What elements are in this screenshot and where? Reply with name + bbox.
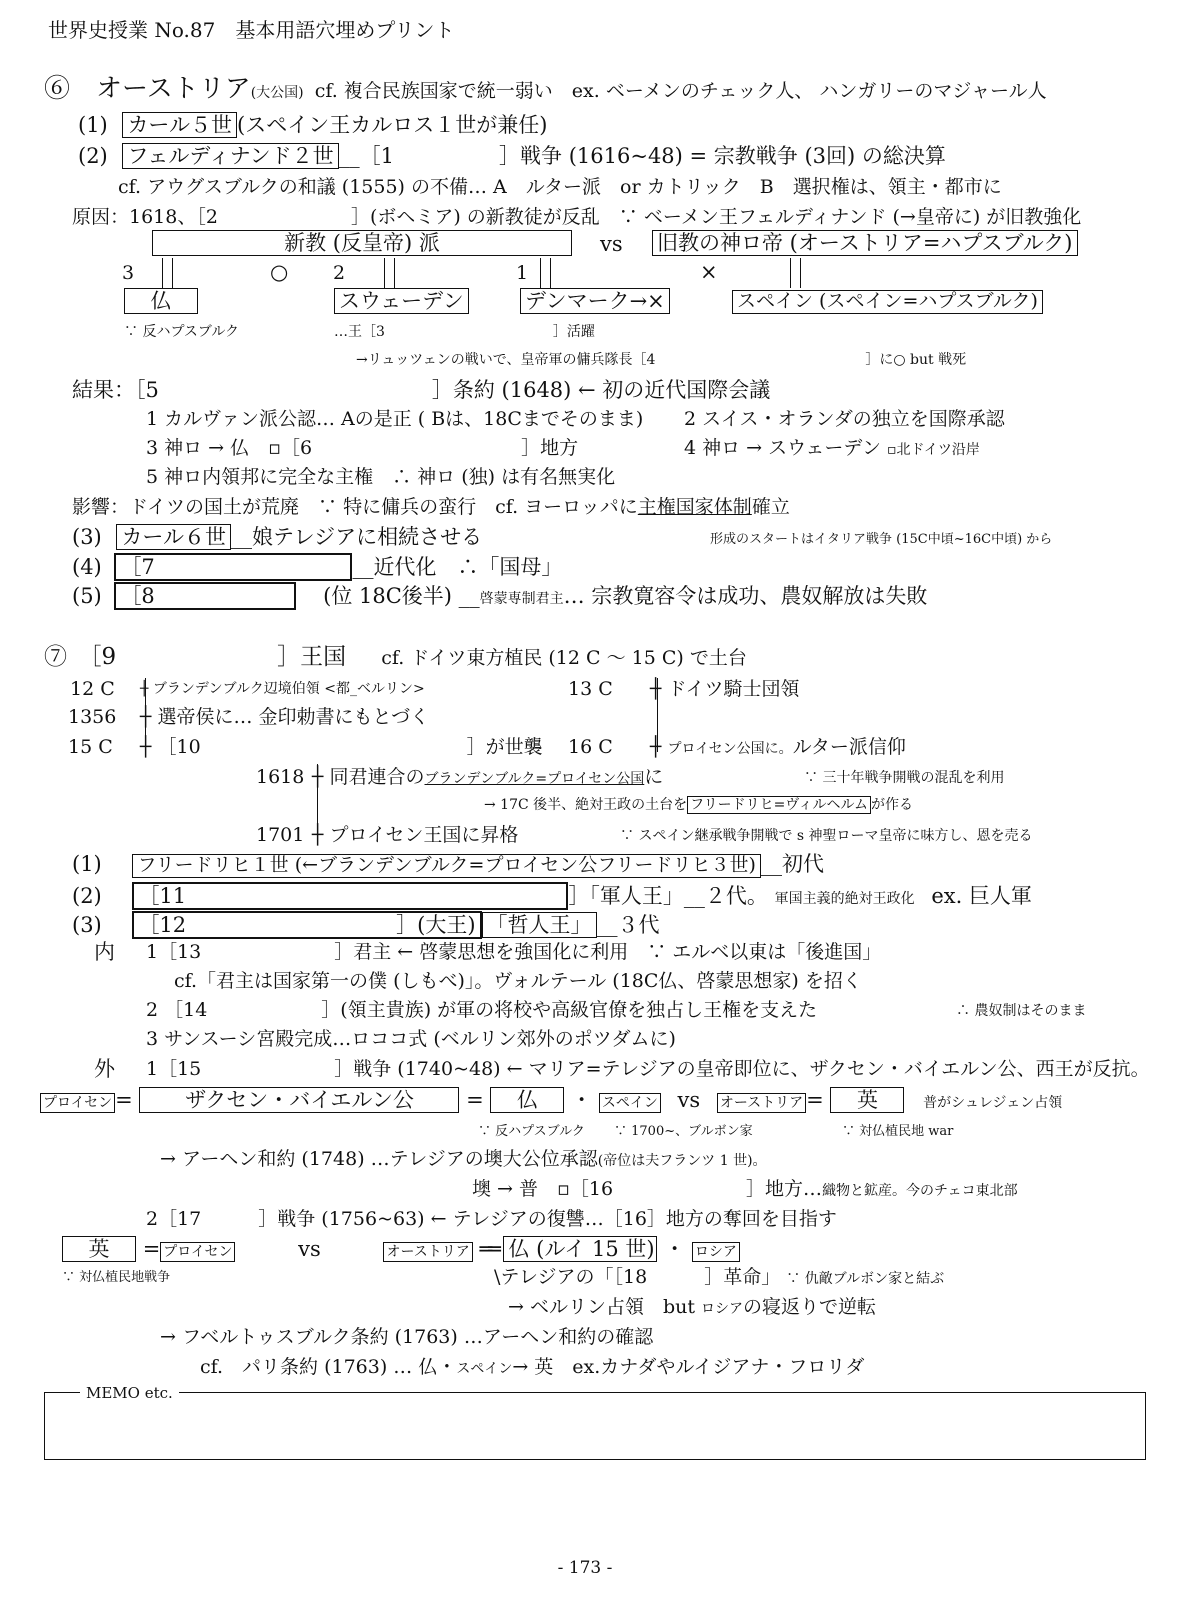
spain-box: スペイン (スペイン=ハプスブルク) bbox=[732, 290, 1043, 314]
item-no: (2) bbox=[78, 144, 108, 168]
cause-line: 原因：1618、［2 ］(ボヘミア) の新教徒が反乱 ∵ ベーメン王フェルディナンド (→皇帝に) が旧教強化 bbox=[72, 206, 1082, 228]
berlin-line: → ベルリン占領 but ロシアの寝返りで逆転 bbox=[508, 1296, 877, 1318]
timeline-event: ┼ ブランデンブルク辺境伯領 <都_ベルリン> bbox=[140, 681, 425, 697]
s7-item2: (2) ［11 ］「軍人王」__２代。 軍国主義的絶対王政化 ex. 巨人軍 bbox=[72, 882, 1032, 910]
section7-cf: cf. ドイツ東方植民 (12 C ～ 15 C) で土台 bbox=[381, 647, 747, 669]
prussia-box: プロイセン bbox=[40, 1093, 115, 1113]
denmark-box: デンマーク→× bbox=[520, 288, 670, 314]
sovereign-state-system: 主権国家体制 bbox=[637, 496, 752, 518]
britain-box: 英 bbox=[830, 1087, 904, 1113]
alliance-note: ∵ 1700~、ブルボン家 bbox=[614, 1124, 753, 1139]
timeline-event: ┼ 選帝侯に… 金印勅書にもとづく bbox=[140, 706, 430, 728]
connector bbox=[172, 258, 173, 288]
timeline-event: ┼ プロイセン公国に。ルター派信仰 bbox=[650, 736, 906, 758]
timeline-note: → 17C 後半、絶対王政の土台を フリードリヒ=ヴィルヘルム が作る bbox=[484, 797, 913, 813]
domestic-label: 内 bbox=[94, 940, 115, 964]
frederick1-box: フリードリヒ１世 (←ブランデンブルク=プロイセン公フリードリヒ３世) bbox=[132, 854, 761, 878]
vs-label: vs bbox=[600, 232, 623, 256]
section6-title: ⑥ オーストリア bbox=[44, 74, 251, 104]
catholic-box: 旧教の神ロ帝 (オーストリア=ハプスブルク) bbox=[652, 230, 1078, 256]
silesia-occupation-note: 普がシュレジェン占領 bbox=[923, 1095, 1063, 1111]
connector bbox=[550, 258, 551, 288]
enlightened-despot-note: 啓蒙専制君主 bbox=[479, 591, 564, 607]
connector bbox=[790, 258, 791, 288]
result-1: 1 カルヴァン派公認… Aの是正 ( Bは、18Cまでそのまま) bbox=[146, 408, 644, 430]
alliance-note: ∵ 対仏植民地 war bbox=[842, 1124, 954, 1139]
philosopher-king: 「哲人王」 bbox=[482, 912, 597, 938]
aachen-line: → アーヘン和約 (1748) …テレジアの墺大公位承認(帝位は夫フランツ 1 世)。 bbox=[160, 1148, 767, 1170]
foreign-1: 1［15 ］戦争 (1740~48) ← マリア=テレジアの皇帝即位に、ザクセン・バイエルン公、西王が反抗。 bbox=[146, 1058, 1150, 1080]
ferdinand2-box: フェルディナンド２世 bbox=[122, 143, 338, 169]
protestant-box: 新教 (反皇帝) 派 bbox=[152, 230, 572, 256]
blank-7-box: ［7 bbox=[114, 553, 352, 581]
section7-title-row bbox=[44, 644, 747, 672]
section6-title-note: (大公国) bbox=[250, 85, 304, 101]
britain-box: 英 bbox=[62, 1236, 136, 1262]
blank-12-box: ［12 ］(大王) bbox=[132, 911, 481, 939]
timeline-event: ┼ 同君連合のブランデンブルク=プロイセン公国に bbox=[312, 766, 664, 788]
charles5-box: カール５世 bbox=[122, 112, 237, 138]
hubertusburg-line: → フベルトゥスブルク条約 (1763) …アーヘン和約の確認 bbox=[160, 1326, 654, 1348]
domestic-2: 2 ［14 ］(領主貴族) が軍の将校や高級官僚を独占し王権を支えた bbox=[146, 999, 818, 1021]
result-4-note: ▫北ドイツ沿岸 bbox=[887, 442, 980, 458]
timeline-event: ┼ ［10 ］が世襲 bbox=[140, 736, 543, 758]
domestic-1-cf: cf.「君主は国家第一の僕 (しもべ)」。ヴォルテール (18C仏、啓蒙思想家) を招く bbox=[174, 970, 862, 992]
austria-box: オーストリア bbox=[717, 1093, 806, 1113]
item-no: (1) bbox=[78, 113, 108, 137]
timeline-year: 13 C bbox=[568, 678, 613, 700]
alliance-num-2: 2 bbox=[333, 262, 346, 284]
timeline-year: 12 C bbox=[70, 678, 115, 700]
s6-item5: (5) ［8 (位 18C後半) __啓蒙専制君主… 宗教寛容令は成功、農奴解放は失敗 bbox=[72, 582, 927, 610]
fw-box: フリードリヒ=ヴィルヘルム bbox=[687, 796, 871, 814]
foreign-2: 2［17 ］戦争 (1756~63) ← テレジアの復讐…［16］地方の奪回を目指す bbox=[146, 1208, 837, 1230]
result-3: 3 神ロ → 仏 ▫［6 ］地方 bbox=[146, 437, 579, 459]
austria-box: オーストリア bbox=[383, 1242, 472, 1262]
item-text: __［1 ］戦争 (1616~48) = 宗教戦争 (3回) の総決算 bbox=[338, 144, 946, 168]
domestic-2-note: ∴ 農奴制はそのまま bbox=[956, 1003, 1087, 1019]
saxony-bavaria-box: ザクセン・バイエルン公 bbox=[139, 1087, 459, 1113]
page-header: 世界史授業 No.87 基本用語穴埋めプリント bbox=[48, 18, 455, 42]
france-box: 仏 bbox=[490, 1087, 564, 1113]
war-alliance-row: プロイセン = ザクセン・バイエルン公 = 仏 ・ スペイン vs オーストリア = 英 普がシュレジェン占領 bbox=[40, 1087, 1062, 1113]
circle-mark: ○ bbox=[270, 260, 289, 284]
s6-item3: (3) カール６世 __娘テレジアに相続させる bbox=[72, 525, 483, 549]
connector bbox=[394, 258, 395, 288]
connector bbox=[384, 258, 385, 288]
timeline-year: 1701 bbox=[256, 824, 305, 846]
sweden-box: スウェーデン bbox=[334, 288, 469, 314]
timeline-year: 16 C bbox=[568, 736, 613, 758]
diplomatic-revolution: \テレジアの「［18 ］革命」 ∵ 仇敵ブルボン家と結ぶ bbox=[494, 1266, 945, 1288]
france-louis15-box: 仏 (ルイ 15 世) bbox=[503, 1236, 657, 1262]
s7-item3: (3) ［12 ］(大王) 「哲人王」 __３代 bbox=[72, 911, 660, 939]
silesia-line: 墺 → 普 ▫［16 ］地方…織物と鉱産。今のチェコ東北部 bbox=[472, 1178, 1018, 1200]
aachen-note: (帝位は夫フランツ 1 世)。 bbox=[597, 1153, 767, 1169]
timeline-event: ┼ ドイツ騎士団領 bbox=[650, 678, 800, 700]
connector bbox=[540, 258, 541, 288]
lutzen-note: →リュッツェンの戦いで、皇帝軍の傭兵隊長［4 ］に○ but 戦死 bbox=[356, 352, 967, 368]
domestic-3: 3 サンスーシ宮殿完成…ロココ式 (ベルリン郊外のポツダムに) bbox=[146, 1028, 676, 1050]
timeline-event: ┼ プロイセン王国に昇格 bbox=[312, 824, 519, 846]
russia-box: ロシア bbox=[692, 1242, 740, 1262]
paris-line: cf. パリ条約 (1763) … 仏・スペイン→ 英 ex.カナダやルイジアナ・フロリダ bbox=[200, 1356, 865, 1378]
france-box: 仏 bbox=[124, 288, 198, 314]
result-line: 結果：［5 ］条約 (1648) ← 初の近代国際会議 bbox=[72, 378, 771, 402]
alliance-num-1: 1 bbox=[516, 262, 529, 284]
blank-8-box: ［8 bbox=[114, 582, 296, 610]
cross-mark: × bbox=[700, 260, 718, 284]
alliance-note: ∵ 反ハプスブルク bbox=[478, 1124, 585, 1139]
result-4: 4 神ロ → スウェーデン ▫北ドイツ沿岸 bbox=[684, 437, 980, 459]
page-number: - 173 - bbox=[557, 1558, 613, 1578]
blank-11-box: ［11 bbox=[132, 882, 568, 910]
s6-item4: (4) ［7 __近代化 ∴「国母」 bbox=[72, 553, 562, 581]
s6-item1 bbox=[78, 112, 547, 138]
s6-item2 bbox=[78, 143, 946, 169]
item-text: (スペイン王カルロス１世が兼任) bbox=[237, 113, 548, 137]
prussia-box: プロイセン bbox=[160, 1242, 235, 1262]
timeline-year: 15 C bbox=[68, 736, 113, 758]
france-note: ∵ 反ハプスブルク bbox=[124, 324, 240, 340]
domestic-1: 1［13 ］君主 ← 啓蒙思想を強国化に利用 ∵ エルベ以東は「後進国」 bbox=[146, 941, 882, 963]
alliance-num-3: 3 bbox=[122, 262, 135, 284]
connector bbox=[162, 258, 163, 288]
spain-box: スペイン bbox=[599, 1093, 661, 1113]
revolution-note: ∵ 仇敵ブルボン家と結ぶ bbox=[786, 1271, 945, 1287]
timeline-year: 1356 bbox=[68, 706, 117, 728]
result-5: 5 神ロ内領邦に完全な主権 ∴ 神ロ (独) は有名無実化 bbox=[146, 466, 616, 488]
result-2: 2 スイス・オランダの独立を国際承認 bbox=[684, 408, 1005, 430]
memo-label: MEMO etc. bbox=[80, 1384, 179, 1402]
section6-cf: cf. 複合民族国家で統一弱い ex. ベーメンのチェック人、 ハンガリーのマジャール人 bbox=[314, 80, 1047, 102]
augsburg-cf: cf. アウグスブルクの和議 (1555) の不備… A ルター派 or カトリック B 選択権は、領主・都市に bbox=[118, 176, 1002, 198]
s7-item1: (1) フリードリヒ１世 (←ブランデンブルク=プロイセン公フリードリヒ３世) __初代 bbox=[72, 852, 824, 876]
seven-years-alliance: 英 = プロイセン vs オーストリア ══ 仏 (ルイ 15 世) ・ ロシア bbox=[62, 1236, 740, 1262]
charles6-box: カール６世 bbox=[116, 524, 231, 550]
foreign-label: 外 bbox=[94, 1057, 115, 1081]
britain-note: ∵ 対仏植民地戦争 bbox=[62, 1270, 171, 1285]
timeline-year: 1618 bbox=[256, 766, 305, 788]
section7-title: ⑦ ［9 ］王国 bbox=[44, 644, 347, 670]
sweden-note: …王［3 ］活躍 bbox=[334, 324, 595, 340]
section6-title-row bbox=[44, 74, 1047, 105]
memo-box[interactable] bbox=[44, 1392, 1146, 1460]
influence-line: 影響：ドイツの国土が荒廃 ∵ 特に傭兵の蛮行 cf. ヨーロッパに主権国家体制確立 bbox=[72, 496, 790, 518]
connector bbox=[800, 258, 801, 288]
italian-war-note: 形成のスタートはイタリア戦争 (15C中頃~16C中頃) から bbox=[710, 532, 1053, 547]
timeline-note: ∵ スペイン継承戦争開戦で s 神聖ローマ皇帝に味方し、恩を売る bbox=[620, 828, 1033, 844]
silesia-note: 織物と鉱産。今のチェコ東北部 bbox=[822, 1183, 1018, 1199]
timeline-note: ∵ 三十年戦争開戦の混乱を利用 bbox=[804, 770, 1005, 786]
